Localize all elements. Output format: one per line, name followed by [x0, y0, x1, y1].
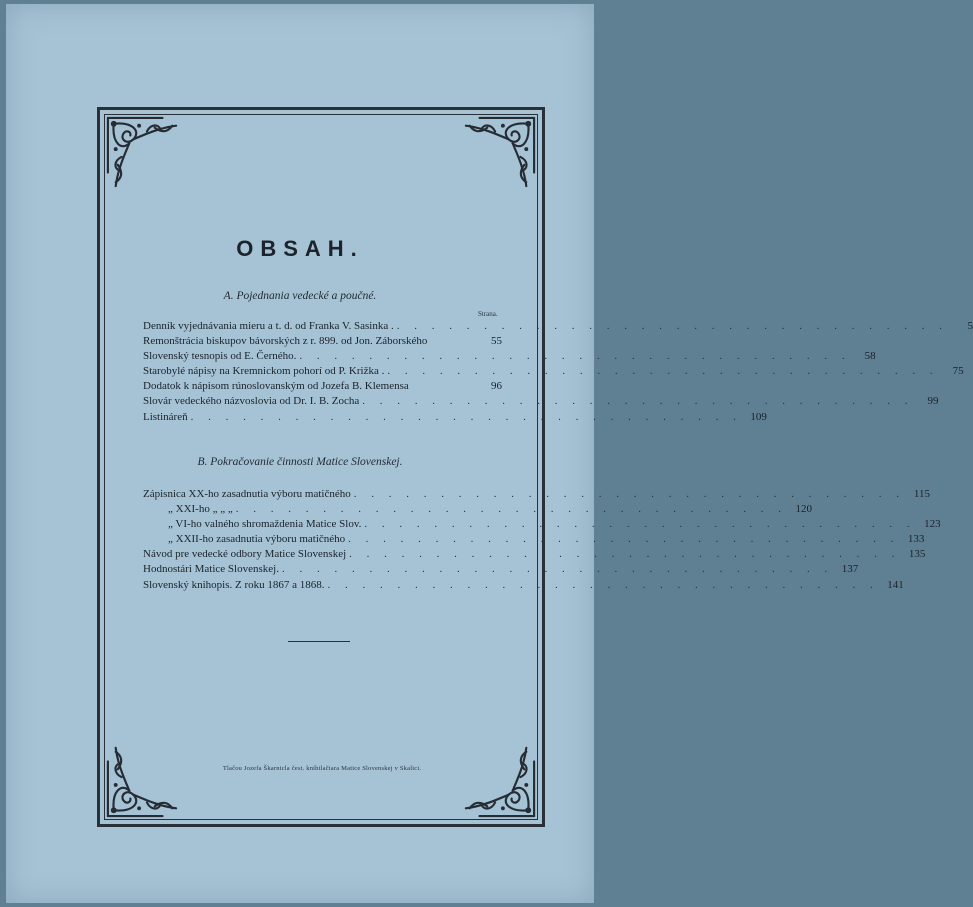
leader-dots [361, 517, 918, 532]
toc-entry-text: Hodnostári Matice Slovenskej. [143, 563, 279, 576]
toc-entry [143, 379, 502, 394]
toc-entry-page: 123 [924, 518, 941, 531]
toc-entry [143, 410, 767, 425]
toc-entry [143, 517, 941, 532]
toc-entry [143, 394, 939, 409]
toc-entry [143, 487, 930, 502]
leader-dots [233, 502, 790, 517]
leader-dots [325, 578, 882, 593]
toc-entry-page: 5 [967, 320, 973, 332]
toc-entry-page: 115 [913, 488, 930, 500]
leader-dots [279, 562, 836, 577]
corner-ornament-icon [104, 114, 182, 192]
leader-dots [384, 364, 941, 379]
toc-entry [143, 364, 964, 379]
toc-entry-text: Slovár vedeckého názvoslovia od Dr. I. B. Zocha [143, 395, 360, 408]
corner-ornament-icon [460, 114, 538, 192]
toc-entry-page: 120 [795, 503, 812, 516]
toc-entry-text: „ XXII-ho zasadnutia výboru matičného [168, 533, 346, 546]
toc-entry [143, 319, 973, 334]
toc-entry-text: „ XXI-ho „ „ „ [168, 503, 233, 516]
toc-entry-page: 58 [864, 350, 876, 363]
leader-dots [351, 487, 908, 502]
leader-dots [296, 349, 853, 364]
toc-section-a [143, 319, 973, 425]
toc-entry-text: Návod pre vedecké odbory Matice Slovenskej [143, 548, 347, 561]
divider-rule [288, 641, 350, 642]
toc-section-b [143, 487, 941, 593]
page-column-label: Strana. [478, 310, 498, 318]
toc-entry [143, 502, 812, 517]
toc-entry-text: Starobylé nápisy na Kremnickom pohorí od P. Križka . [143, 365, 385, 378]
toc-entry-text: Zápisnica XX-ho zasadnutia výboru matičného [143, 488, 351, 500]
leader-dots [394, 319, 951, 334]
toc-entry [143, 349, 876, 364]
toc-entry-page: 133 [907, 533, 925, 546]
corner-ornament-icon [104, 742, 182, 820]
section-a-heading: A. Pojednania vedecké a poučné. [223, 290, 377, 302]
toc-entry-page: 55 [491, 335, 502, 348]
toc-entry [143, 578, 904, 593]
leader-dots [427, 334, 480, 349]
toc-entry-text: „ VI-ho valného shromaždenia Matice Slov. [168, 518, 362, 531]
toc-entry-text: Denník vyjednávania mieru a t. d. od Franka V. Sasinka . [143, 320, 394, 332]
toc-entry-text: Slovenský knihopis. Z roku 1867 a 1868. [143, 578, 325, 591]
toc-entry-page: 99 [927, 395, 939, 408]
toc-entry-text: Dodatok k nápisom rúnoslovanským od Jozefa B. Klemensa [143, 380, 409, 393]
toc-entry-page: 137 [841, 563, 859, 576]
leader-dots [345, 532, 902, 547]
toc-entry [143, 334, 502, 349]
toc-entry-page: 141 [887, 578, 904, 591]
toc-entry [143, 562, 859, 577]
toc-entry-page: 75 [952, 365, 964, 378]
toc-entry-page: 135 [908, 548, 926, 561]
toc-entry-text: Slovenský tesnopis od E. Černého. [143, 350, 297, 363]
toc-entry [143, 532, 925, 547]
printer-imprint: Tlačou Jozefa Škarnicla čest. kníhtlačiara Matice Slovenskej v Skalici. [222, 765, 422, 772]
toc-entry-text: Listináreň [143, 410, 188, 423]
page-title: OBSAH. [236, 236, 364, 261]
leader-dots [359, 394, 916, 409]
section-b-heading: B. Pokračovanie činnosti Matice Slovenskej. [197, 456, 403, 468]
toc-entry [143, 547, 926, 562]
leader-dots [188, 410, 745, 425]
leader-dots [409, 379, 480, 394]
toc-entry-text: Remonštrácia biskupov bávorských z r. 899. od Jon. Záborského [143, 335, 428, 348]
leader-dots [346, 547, 903, 562]
corner-ornament-icon [460, 742, 538, 820]
toc-entry-page: 96 [491, 380, 502, 393]
toc-entry-page: 109 [750, 410, 767, 423]
